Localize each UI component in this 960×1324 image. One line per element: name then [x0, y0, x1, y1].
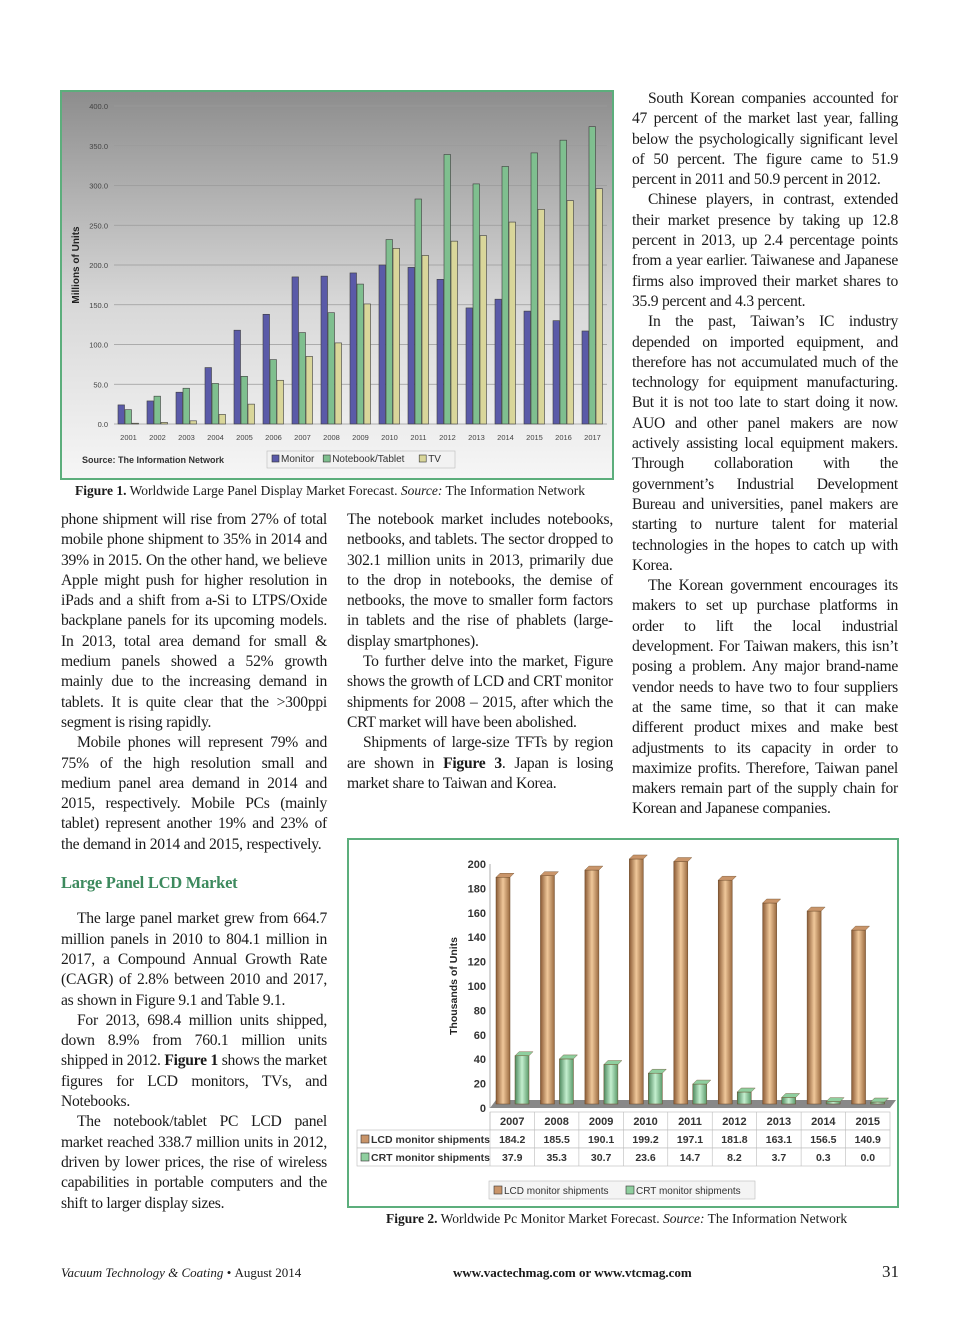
caption-source-label: Source:	[663, 1211, 705, 1226]
legend-label: Monitor	[281, 454, 315, 465]
paragraph: The large panel market grew from 664.7 million panels in 2010 to 804.1 million in 2017, a Compound Annual Growth Rate (CAGR) of 2.8% between 2010 and 2017, as shown in Figure 9.1 and Table 9.1.	[61, 910, 327, 1009]
bar-top	[763, 899, 781, 903]
bar-tv-2013	[480, 236, 487, 424]
bar-top	[852, 926, 870, 930]
caption-source: The Information Network	[445, 483, 585, 498]
bar-notebook-tablet-2008	[328, 313, 335, 424]
bar-notebook-tablet-2007	[299, 333, 306, 424]
legend-swatch	[272, 455, 279, 462]
table-value: 30.7	[590, 1152, 612, 1164]
bar-top	[604, 1061, 622, 1065]
paragraph	[347, 733, 613, 794]
x-tick-label: 2011	[678, 1116, 702, 1128]
figure-2-caption	[386, 1211, 847, 1227]
bar-crt-monitor-shipments-2007	[515, 1056, 529, 1104]
bar-tv-2008	[335, 343, 342, 424]
figure-reference: Figure 1	[164, 1052, 219, 1070]
bar-lcd-monitor-shipments-2008	[540, 876, 554, 1104]
bar-tv-2007	[306, 356, 313, 424]
bar-top	[515, 1052, 533, 1056]
y-tick-label: 100.0	[89, 340, 108, 350]
legend-swatch	[494, 1186, 502, 1194]
table-value: 199.2	[632, 1134, 659, 1146]
bar-tv-2017	[596, 189, 603, 424]
bar-top	[629, 855, 647, 859]
bar-top	[585, 866, 603, 870]
bar-crt-monitor-shipments-2013	[782, 1097, 796, 1104]
x-tick-label: 2010	[381, 433, 398, 442]
magazine-name: Vacuum Technology & Coating	[61, 1265, 224, 1280]
bar-tv-2001	[132, 423, 139, 424]
paragraph: The notebook market includes notebooks, netbooks, and tablets. The sector dropped to 302.1 million units in 2013, primarily due to the drop in notebooks, the demise of netbooks, the move to smaller form factors in tablets and the rise of phablets (large-display smartphones).	[347, 511, 613, 650]
bar-monitor-2001	[118, 405, 125, 424]
bar-notebook-tablet-2001	[125, 410, 132, 424]
bar-notebook-tablet-2014	[502, 166, 509, 424]
bar-monitor-2017	[582, 331, 589, 424]
bar-monitor-2015	[524, 311, 531, 424]
bar-monitor-2010	[379, 265, 386, 424]
paragraph: Mobile phones will represent 79% and 75% of the high resolution small and medium panel area demand in 2014 and 2015, respectively. Mobile PCs (mainly tablet) represent another 19% and 23% of the demand in 2014 and 2015, respectively.	[61, 734, 327, 853]
y-axis-label: Millions of Units	[71, 226, 82, 304]
bar-monitor-2013	[466, 308, 473, 424]
y-tick-label: 160	[467, 907, 486, 920]
legend-label: LCD monitor shipments	[504, 1186, 609, 1197]
bar-tv-2011	[422, 255, 429, 424]
paragraph: The notebook/tablet PC LCD panel market reached 338.7 million units in 2012, driven by lower prices, the rise of wireless capabilities in portable computers and the shift to larger display sizes.	[61, 1113, 327, 1212]
figure-2-svg	[349, 840, 897, 1206]
bar-top	[674, 858, 692, 862]
x-tick-label: 2008	[544, 1116, 569, 1128]
x-tick-label: 2013	[766, 1116, 792, 1128]
bar-notebook-tablet-2015	[531, 153, 538, 424]
bar-tv-2015	[538, 209, 545, 424]
x-tick-label: 2004	[207, 433, 224, 442]
x-tick-label: 2016	[555, 433, 572, 442]
page-number: 31	[882, 1262, 899, 1281]
bar-notebook-tablet-2003	[183, 388, 190, 424]
column-left	[61, 510, 327, 1214]
y-tick-label: 0	[479, 1103, 486, 1115]
x-tick-label: 2015	[855, 1116, 881, 1128]
y-tick-label: 140	[467, 932, 486, 945]
text: For 2013, 698.4 million units shipped, down 8.9% from 760.1 million units shipped in 2012.	[61, 1011, 327, 1070]
bar-notebook-tablet-2004	[212, 383, 219, 424]
paragraph: phone shipment will rise from 27% of total mobile phone shipment to 35% in 2014 and 39% in 2015. On the other hand, we believe Apple might push for higher resolution in iPads and a shift from a-Si to LTPS/Oxide backplane panels for its upcoming models. In 2013, total area demand for small & medium panels showed a 52% growth mainly due to the increasing demand in tablets. It is quite clear that the >300ppi segment is rising rapidly.	[61, 511, 327, 731]
x-tick-label: 2010	[633, 1116, 658, 1128]
table-value: 185.5	[543, 1134, 570, 1146]
separator: •	[226, 1265, 232, 1280]
table-value: 197.1	[676, 1134, 704, 1146]
table-value: 163.1	[765, 1134, 793, 1146]
caption-text: Worldwide Pc Monitor Market Forecast.	[440, 1211, 660, 1226]
table-value: 37.9	[502, 1152, 523, 1164]
bar-tv-2005	[248, 404, 255, 424]
figure-1-svg	[62, 92, 612, 478]
paragraph: In the past, Taiwan’s IC industry depended on imported equipment, and therefore has not accumulated much of the technology for equipment manufacturing. But it is not too late to start doing it now. AUO and other panel makers are now actively assisting local equipment makers. Through collaboration with the government’s Industrial Development Bureau and universities, panel makers are starting to nurture talent for material technologies in the hopes to catch up with Korea.	[632, 313, 898, 574]
x-tick-label: 2007	[499, 1116, 525, 1128]
bar-top	[559, 1055, 577, 1059]
legend-swatch	[626, 1186, 634, 1194]
x-tick-label: 2007	[294, 433, 311, 442]
y-tick-label: 0.0	[97, 420, 108, 429]
table-value: 190.1	[587, 1134, 615, 1146]
y-tick-label: 200.0	[89, 261, 108, 270]
bar-monitor-2014	[495, 299, 502, 424]
bar-tv-2003	[190, 421, 197, 424]
bar-crt-monitor-shipments-2008	[559, 1059, 573, 1104]
figure-2-chart	[347, 838, 899, 1208]
paragraph: To further delve into the market, Figure shows the growth of LCD and CRT monitor shipments for 2008 – 2015, after which the CRT market will have been abolished.	[347, 653, 613, 731]
bar-lcd-monitor-shipments-2014	[807, 911, 821, 1104]
bar-monitor-2016	[553, 321, 560, 424]
x-tick-label: 2012	[439, 433, 456, 442]
table-value: 14.7	[679, 1152, 701, 1164]
legend-label: Notebook/Tablet	[332, 454, 405, 465]
bar-top	[807, 907, 825, 911]
bar-crt-monitor-shipments-2014	[826, 1102, 840, 1104]
x-tick-label: 2009	[588, 1116, 614, 1128]
bar-monitor-2006	[263, 314, 270, 424]
caption-text: Worldwide Large Panel Display Market Forecast.	[129, 483, 398, 498]
caption-label: Figure 2.	[386, 1211, 438, 1226]
bar-monitor-2012	[437, 279, 444, 424]
table-value: 156.5	[810, 1134, 837, 1146]
bar-tv-2012	[451, 241, 458, 424]
paragraph	[61, 1011, 327, 1112]
y-tick-label: 250.0	[89, 221, 108, 231]
y-tick-label: 200	[467, 859, 486, 871]
bar-notebook-tablet-2002	[154, 396, 161, 424]
bar-tv-2002	[161, 422, 168, 424]
bar-lcd-monitor-shipments-2015	[852, 930, 866, 1104]
bar-monitor-2004	[205, 368, 212, 424]
bar-tv-2004	[219, 414, 226, 424]
table-legend-swatch	[361, 1135, 369, 1143]
bar-top	[782, 1093, 800, 1097]
x-tick-label: 2009	[352, 433, 369, 442]
bar-lcd-monitor-shipments-2007	[496, 877, 510, 1104]
bar-monitor-2009	[350, 273, 357, 424]
bar-notebook-tablet-2009	[357, 284, 364, 424]
paragraph: The Korean government encourages its makers to set up purchase platforms in order to lift the local industrial development. For Taiwan makers, this isn’t posing a problem. Any major brand-name vendor needs to have two to four suppliers at the same time, so that it can make different product mixes and make best adjustments to its capacity in order to maximize profits. Therefore, Taiwan panel makers remain part of the supply chain for Korean and Japanese companies.	[632, 577, 898, 818]
bar-top	[737, 1088, 755, 1092]
bar-top	[540, 872, 558, 876]
footer-url[interactable]: www.vactechmag.com or www.vtcmag.com	[453, 1265, 692, 1280]
bar-lcd-monitor-shipments-2009	[585, 870, 599, 1104]
bar-lcd-monitor-shipments-2010	[629, 859, 643, 1104]
table-value: 184.2	[499, 1134, 526, 1146]
column-middle	[347, 510, 613, 794]
legend-label: CRT monitor shipments	[636, 1186, 741, 1197]
bar-monitor-2011	[408, 267, 415, 424]
bar-crt-monitor-shipments-2012	[737, 1092, 751, 1104]
text: shows the market figures for LCD monitors, TVs, and Notebooks.	[61, 1052, 327, 1111]
bar-lcd-monitor-shipments-2011	[674, 862, 688, 1104]
table-value: 35.3	[546, 1152, 567, 1164]
bar-notebook-tablet-2005	[241, 376, 248, 424]
bar-monitor-2008	[321, 276, 328, 424]
text: . Japan is losing market share to Taiwan and Korea.	[347, 754, 613, 792]
table-value: 140.9	[854, 1134, 881, 1146]
bar-tv-2010	[393, 248, 400, 424]
y-axis-label: Thousands of Units	[448, 937, 460, 1035]
table-value: 181.8	[721, 1134, 748, 1146]
legend-swatch	[323, 455, 330, 462]
figure-reference: Figure 3	[443, 754, 502, 772]
bar-top	[718, 876, 736, 880]
bar-crt-monitor-shipments-2015	[871, 1102, 885, 1104]
bar-tv-2016	[567, 201, 574, 424]
y-tick-label: 300.0	[89, 181, 108, 191]
x-tick-label: 2012	[722, 1116, 747, 1128]
bar-monitor-2005	[234, 330, 241, 424]
y-tick-label: 180	[467, 883, 486, 896]
table-value: 0.0	[860, 1152, 876, 1164]
y-tick-label: 80	[473, 1005, 486, 1018]
x-tick-label: 2014	[811, 1116, 836, 1128]
column-right	[632, 89, 898, 820]
bar-monitor-2002	[147, 401, 154, 424]
legend-swatch	[419, 455, 426, 462]
figure-1-caption	[75, 483, 585, 499]
figure-1-chart	[60, 90, 614, 480]
caption-label: Figure 1.	[75, 483, 127, 498]
y-tick-label: 350.0	[89, 141, 108, 151]
y-tick-label: 50.0	[93, 380, 108, 390]
bar-notebook-tablet-2010	[386, 240, 393, 424]
y-tick-label: 400.0	[89, 102, 108, 111]
x-tick-label: 2005	[236, 433, 253, 442]
bar-notebook-tablet-2016	[560, 140, 567, 424]
paragraph: Chinese players, in contrast, extended their market presence by taking up 12.8 percent in 2013, up 2.4 percentage points from a year earlier. Taiwanese and Japanese firms also improved their market shares to 35.9 percent and 4.3 percent.	[632, 191, 898, 310]
section-heading: Large Panel LCD Market	[61, 873, 238, 893]
bar-tv-2014	[509, 222, 516, 424]
bar-notebook-tablet-2006	[270, 360, 277, 424]
x-tick-label: 2003	[178, 433, 195, 442]
y-tick-label: 60	[473, 1029, 486, 1042]
paragraph: South Korean companies accounted for 47 percent of the market last year, falling below the psychologically significant level of 50 percent. The figure came to 51.9 percent in 2011 and 50.9 percent in 2012.	[632, 90, 898, 189]
bar-top	[648, 1069, 666, 1073]
x-tick-label: 2011	[410, 433, 427, 442]
bar-notebook-tablet-2013	[473, 184, 480, 424]
bar-crt-monitor-shipments-2010	[648, 1073, 662, 1104]
x-tick-label: 2013	[468, 433, 485, 442]
table-series-label: CRT monitor shipments	[371, 1152, 491, 1164]
bar-top	[496, 873, 514, 877]
table-value: 3.7	[771, 1152, 787, 1164]
footer-publication	[61, 1265, 301, 1281]
y-tick-label: 100	[467, 981, 486, 993]
x-tick-label: 2015	[526, 433, 543, 442]
bar-tv-2006	[277, 380, 284, 424]
legend-label: TV	[428, 454, 441, 465]
caption-source: The Information Network	[707, 1211, 848, 1226]
bar-notebook-tablet-2011	[415, 199, 422, 424]
x-tick-label: 2014	[497, 433, 514, 442]
x-tick-label: 2017	[584, 433, 601, 442]
bar-crt-monitor-shipments-2009	[604, 1065, 618, 1104]
table-series-label: LCD monitor shipments	[371, 1134, 491, 1146]
bar-crt-monitor-shipments-2011	[693, 1084, 707, 1104]
bar-top	[693, 1080, 711, 1084]
table-value: 8.2	[727, 1152, 742, 1164]
x-tick-label: 2001	[120, 433, 137, 442]
chart-source-text: Source: The Information Network	[82, 455, 225, 465]
table-legend-swatch	[361, 1153, 369, 1161]
text: Shipments of large-size TFTs by region are shown in	[347, 734, 613, 772]
table-value: 23.6	[635, 1152, 656, 1164]
bar-tv-2009	[364, 304, 371, 424]
bar-monitor-2007	[292, 277, 299, 424]
x-tick-label: 2002	[149, 433, 166, 442]
y-tick-label: 150.0	[89, 300, 108, 310]
bar-monitor-2003	[176, 392, 183, 424]
x-tick-label: 2008	[323, 433, 340, 442]
bar-lcd-monitor-shipments-2012	[718, 880, 732, 1104]
y-tick-label: 40	[473, 1054, 486, 1067]
bar-notebook-tablet-2017	[589, 127, 596, 424]
table-value: 0.3	[816, 1152, 831, 1164]
y-tick-label: 120	[467, 956, 486, 969]
issue-date: August 2014	[234, 1265, 302, 1280]
bar-lcd-monitor-shipments-2013	[763, 903, 777, 1104]
caption-source-label: Source:	[400, 483, 443, 498]
x-tick-label: 2006	[265, 433, 282, 442]
bar-notebook-tablet-2012	[444, 154, 451, 424]
y-tick-label: 20	[473, 1078, 486, 1091]
